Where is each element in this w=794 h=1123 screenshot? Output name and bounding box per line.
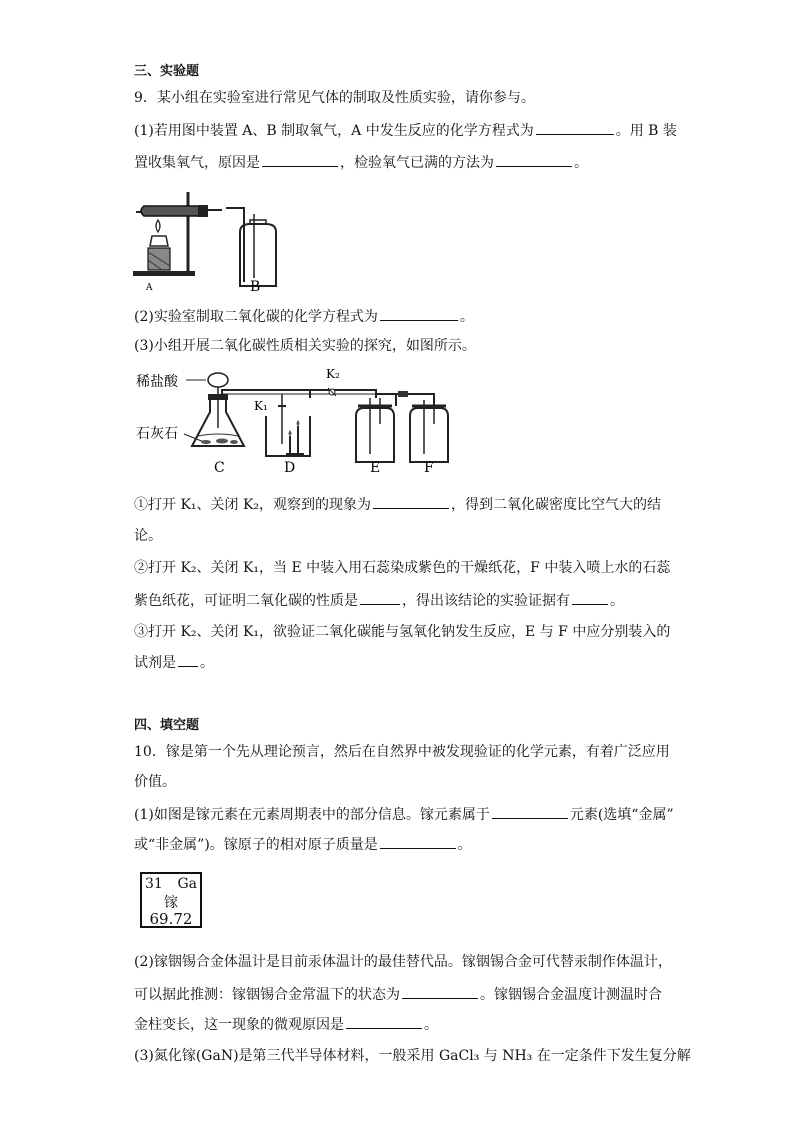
bottle-e	[356, 408, 394, 462]
alcohol-lamp	[150, 236, 168, 246]
text: ①打开 K₁、关闭 K₂，观察到的现象为	[134, 497, 372, 513]
label-b: B	[250, 279, 261, 292]
answer-blank[interactable]	[402, 984, 478, 999]
q9-part1-line1	[134, 120, 677, 141]
answer-blank[interactable]	[346, 1014, 422, 1029]
section-heading-fill-in: 四、填空题	[134, 718, 200, 733]
label-d: D	[284, 460, 296, 476]
question-10-line2: 价值。	[134, 774, 176, 790]
text: 。	[424, 1017, 438, 1033]
q10-part2-line3	[134, 1014, 438, 1035]
answer-blank[interactable]	[380, 834, 456, 849]
text: ，得出该结论的实验证据有	[402, 593, 570, 609]
q9-part3: (3)小组开展二氧化碳性质相关实验的探究，如图所示。	[134, 338, 476, 354]
text: 。	[610, 593, 624, 609]
answer-blank[interactable]	[373, 494, 449, 509]
q10-part3-line1: (3)氮化镓(GaN)是第三代半导体材料，一般采用 GaCl₃ 与 NH₃ 在一定条件下发生复分解	[134, 1048, 691, 1064]
text: 。	[200, 655, 214, 671]
label-limestone: 石灰石	[136, 426, 178, 442]
element-name: 镓	[164, 895, 178, 911]
q9-part1-line2	[134, 152, 588, 173]
apparatus-figure-cdef	[134, 364, 454, 476]
atomic-mass: 69.72	[149, 910, 193, 928]
step1-line2: 论。	[134, 528, 162, 544]
text: 。	[459, 309, 474, 325]
q10-part1-line1	[134, 804, 674, 825]
text: ，检验氧气已满的方法为	[340, 155, 494, 171]
q9-part2	[134, 306, 474, 327]
text: 。用 B 装	[615, 123, 677, 139]
text: 。	[574, 155, 588, 171]
element-symbol: Ga	[177, 876, 197, 892]
section-heading-experiment: 三、实验题	[134, 64, 200, 79]
candle-flame-icon	[297, 420, 300, 426]
answer-blank[interactable]	[572, 590, 608, 605]
answer-blank[interactable]	[496, 152, 572, 167]
text: 。镓铟锡合金温度计测温时合	[480, 987, 662, 1003]
text: 金柱变长，这一现象的微观原因是	[134, 1017, 344, 1033]
atomic-number: 31	[145, 876, 163, 892]
answer-blank[interactable]	[262, 152, 338, 167]
answer-blank[interactable]	[178, 652, 198, 667]
apparatus-figure-ab	[130, 186, 290, 292]
text: 元素(选填“金属”	[569, 807, 674, 823]
text: 紫色纸花，可证明二氧化碳的性质是	[134, 593, 358, 609]
candle-flame-icon	[289, 430, 292, 436]
flame-icon	[156, 220, 160, 232]
step2-line1: ②打开 K₂、关闭 K₁，当 E 中装入用石蕊染成紫色的干燥纸花，F 中装入喷上水的石蕊	[134, 560, 671, 576]
dropping-funnel	[208, 373, 228, 387]
bottle-f	[410, 408, 448, 462]
label-acid: 稀盐酸	[136, 374, 178, 390]
question-9-intro: 9．某小组在实验室进行常见气体的制取及性质实验，请你参与。	[134, 90, 535, 106]
periodic-table-cell	[140, 872, 202, 928]
text: 或“非金属”)。镓原子的相对原子质量是	[134, 837, 378, 853]
answer-blank[interactable]	[536, 120, 614, 135]
q10-part1-line2	[134, 834, 472, 855]
step1-line1	[134, 494, 661, 515]
step3-line1: ③打开 K₂、关闭 K₁，欲验证二氧化碳能与氢氧化钠发生反应，E 与 F 中应分别装入的	[134, 624, 671, 640]
answer-blank[interactable]	[492, 804, 568, 819]
step2-line2	[134, 590, 624, 611]
text: 。	[457, 837, 472, 853]
text: 试剂是	[134, 655, 176, 671]
test-tube	[141, 206, 200, 216]
text: (1)如图是镓元素在元素周期表中的部分信息。镓元素属于	[134, 807, 490, 823]
label-k2: K₂	[326, 367, 340, 381]
text: 可以据此推测：镓铟锡合金常温下的状态为	[134, 987, 400, 1003]
step3-line2	[134, 652, 214, 673]
label-c: C	[214, 460, 225, 476]
beaker	[266, 416, 310, 456]
label-a: A	[146, 283, 153, 292]
answer-blank[interactable]	[380, 306, 458, 321]
stand-base	[133, 271, 195, 276]
gas-bottle	[240, 224, 276, 286]
label-e: E	[370, 460, 381, 476]
q10-part2-line2	[134, 984, 662, 1005]
answer-blank[interactable]	[360, 590, 400, 605]
text: (1)若用图中装置 A、B 制取氧气，A 中发生反应的化学方程式为	[134, 123, 534, 139]
text: 置收集氧气，原因是	[134, 155, 260, 171]
text: ，得到二氧化碳密度比空气大的结	[451, 497, 662, 513]
label-k1: K₁	[254, 399, 268, 413]
q10-part2-line1: (2)镓铟锡合金体温计是目前汞体温计的最佳替代品。镓铟锡合金可代替汞制作体温计，	[134, 954, 672, 970]
question-10-line1: 10．镓是第一个先从理论预言，然后在自然界中被发现验证的化学元素，有着广泛应用	[134, 744, 670, 760]
text: (2)实验室制取二氧化碳的化学方程式为	[134, 309, 378, 325]
label-f: F	[424, 460, 434, 476]
